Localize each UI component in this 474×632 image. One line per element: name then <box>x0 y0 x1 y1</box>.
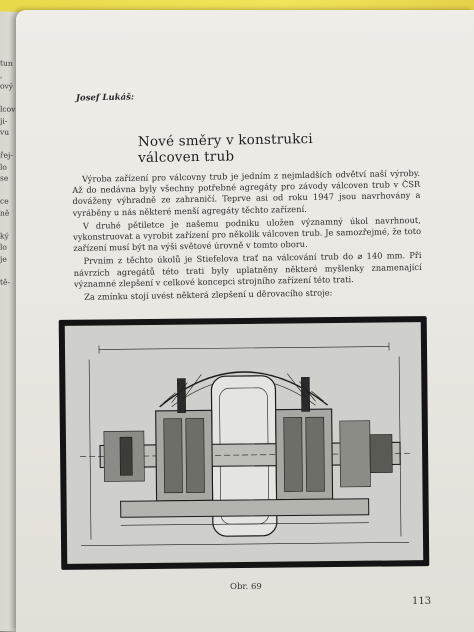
left-page-text-fragment: je <box>0 254 7 264</box>
left-page-text-fragment: ně <box>0 208 10 218</box>
left-page-text-fragment: vu <box>0 127 10 137</box>
right-bearing-race-2 <box>306 417 325 491</box>
left-page-text-fragment: ji- <box>0 116 8 126</box>
paragraph-1: Výroba zařízení pro válcovny trub je jedním z nejmladších odvětví naší výroby. Až do nedávna byly všechny potřebné agregáty pro závody válcoven trub v ČSR dováženy výhradně ze zahraničí. Teprve asi od roku 1947 jsou navrhovány a vyráběny u nás některé menší agregáty těchto zařízení. <box>72 167 421 218</box>
left-bearing-race <box>164 419 183 493</box>
left-page-text-fragment: lo <box>0 162 7 172</box>
book-page <box>16 10 474 632</box>
piercing-mill-drawing <box>59 316 430 570</box>
page-number: 113 <box>412 596 432 607</box>
machine-base <box>121 499 369 518</box>
left-page-text-fragment: , <box>0 70 3 80</box>
right-bolt <box>301 377 309 411</box>
paragraph-2: V druhé pětiletce je našemu podniku uložen významný úkol navrhnout, vykonstruovat a vyrobit zařízení pro několik válcoven trub. Je samozřejmé, že toto zařízení musí být na výši světové úrovně v tomto oboru. <box>73 214 422 254</box>
left-page-text-fragment: se <box>0 173 9 183</box>
figure-caption: Obr. 69 <box>230 582 262 592</box>
right-bearing-race <box>284 417 303 491</box>
article-title: Nové směry v konstrukci válcoven trub <box>137 131 314 167</box>
left-page-text-fragment: tun <box>0 58 13 68</box>
left-page-text-fragment: lcov <box>0 104 16 114</box>
left-bolt <box>177 379 185 413</box>
article-body <box>72 168 422 305</box>
left-coupling-hub <box>120 437 132 475</box>
left-page-text-fragment: tě- <box>0 277 10 287</box>
right-end-cap <box>340 421 371 487</box>
left-page-text-fragment: řej- <box>0 150 13 160</box>
left-page-text-fragment: ký <box>0 231 9 241</box>
right-shaft-end <box>370 434 392 472</box>
left-page-text-fragment: ce <box>0 196 9 206</box>
paragraph-3: Prvním z těchto úkolů je Stiefelova trať na válcování trub do ⌀ 140 mm. Při návrzích agregátů této trati byly uplatněny některé myšlenky znamenající významné zlepšení v celkové koncepci strojního zařízení této trati. <box>73 250 422 289</box>
article-author: Josef Lukáš: <box>75 92 135 104</box>
left-bearing-race-2 <box>186 418 205 492</box>
left-page-text-fragment: lo <box>0 242 7 252</box>
left-page-text-fragment: ový <box>0 81 13 91</box>
paragraph-4: Za zmínku stojí uvést některá zlepšení u děrovacího stroje: <box>84 287 333 302</box>
technical-drawing-figure <box>59 316 430 570</box>
